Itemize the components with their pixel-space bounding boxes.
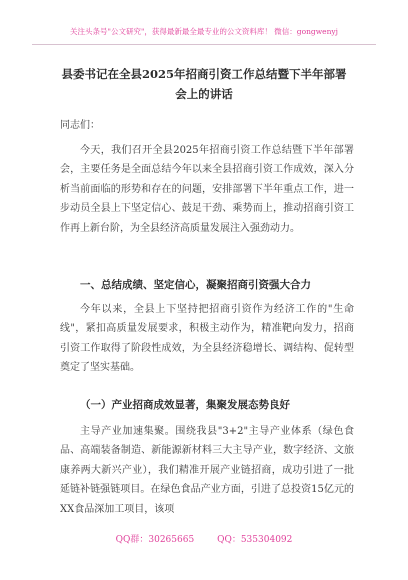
greeting: 同志们： [60,120,100,131]
section-heading-1: 一、总结成绩、坚定信心，凝聚招商引资强大合力 [80,279,311,291]
paragraph-section-1: 今年以来，全县上下坚持把招商引资作为经济工作的"生命线"，紧扣高质量发展要求，积极主动作为，精准靶向发力，招商引资工作取得了阶段性成效，为全县经济稳增长、调结构、促转型奠定了坚实基础。 [60,304,354,374]
paragraph-subsection-1: 主导产业加速集聚。围绕我县"3+2"主导产业体系（绿色食品、高端装备制造、新能源新材料三大主导产业，数字经济、文旅康养两大新兴产业），我们精准开展产业链招商，成功引进了一批延链补链强链项目。在绿色食品产业方面，引进了总投资15亿元的XX食品深加工项目，该项 [60,426,354,515]
header-notice: 关注头条号"公文研究"，获得最新最全最专业的公文资料库！ 微信：gongwenyj [32,20,376,45]
footer-qq-group: QQ群：30265665 [115,535,195,545]
footer-contact [0,530,408,550]
subsection-heading-1: （一）产业招商成效显著，集聚发展态势良好 [80,399,290,411]
paragraph-intro: 今天，我们召开全县2025年招商引资工作总结暨下半年部署会，主要任务是全面总结今年以来全县招商引资工作成效，深入分析当前面临的形势和存在的问题，安排部署下半年重点工作，进一步动员全县上下坚定信心、鼓足干劲、乘势而上，推动招商引资工作再上新台阶，为全县经济高质量发展注入强劲动力。 [60,145,354,234]
footer-qq: QQ：535304092 [217,535,293,545]
document-title: 县委书记在全县2025年招商引资工作总结暨下半年部署会上的讲话 [61,67,347,101]
